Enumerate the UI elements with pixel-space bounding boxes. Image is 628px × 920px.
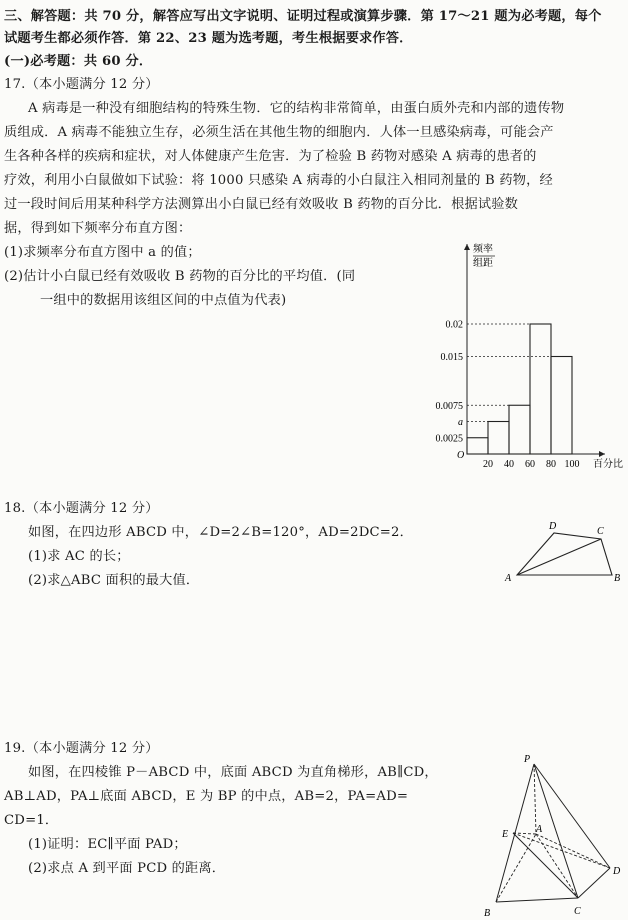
q19-title: 19.（本小题满分 12 分）: [4, 741, 159, 756]
label-d: D: [549, 521, 557, 532]
edge-ab: [496, 834, 536, 902]
label-d: D: [613, 866, 621, 877]
quadrilateral-figure: [500, 518, 625, 588]
q19-line1: 如图，在四棱锥 P－ABCD 中，底面 ABCD 为直角梯形，AB∥CD，: [28, 765, 438, 780]
label-b: B: [484, 908, 491, 919]
q18-title: 18.（本小题满分 12 分）: [4, 501, 159, 516]
histogram-bar-2: [488, 422, 509, 455]
q17-line5: 过一段时间后用某种科学方法测算出小白鼠已经有效吸收 B 药物的百分比．根据试验数: [4, 197, 519, 212]
origin-label: O: [457, 450, 465, 461]
x-tick-label-2: 40: [504, 459, 514, 470]
q18-line1: 如图，在四边形 ABCD 中，∠D=2∠B=120°，AD=2DC=2．: [28, 525, 414, 540]
histogram-bar-3: [509, 405, 530, 454]
section-heading-line2: 试题考生都必须作答．第 22、23 题为选考题，考生根据要求作答．: [4, 31, 413, 46]
x-tick-label-1: 20: [483, 459, 493, 470]
label-c: C: [574, 906, 581, 917]
edge-bc: [496, 898, 578, 902]
q17-line6: 据，得到如下频率分布直方图：: [4, 221, 192, 236]
histogram-bar-1: [467, 438, 488, 454]
frequency-histogram: [425, 238, 625, 470]
histogram-bar-5: [551, 357, 572, 455]
q17-line1: A 病毒是一种没有细胞结构的特殊生物．它的结构非常简单，由蛋白质外壳和内部的遗传物: [28, 101, 565, 116]
y-tick-label-2: a: [458, 417, 463, 428]
q19-part2: (2)求点 A 到平面 PCD 的距离．: [28, 861, 226, 876]
q17-line4: 疗效，利用小白鼠做如下试验：将 1000 只感染 A 病毒的小白鼠注入相同剂量的 B 药物，经: [4, 173, 553, 188]
label-b: B: [614, 573, 621, 584]
q19-part1: (1)证明：EC∥平面 PAD；: [28, 837, 187, 852]
y-tick-label-5: 0.02: [445, 319, 463, 331]
edge-pd: [534, 764, 610, 868]
y-tick-label-3: 0.0075: [435, 400, 463, 412]
q17-part2-line1: (2)估计小白鼠已经有效吸收 B 药物的百分比的平均值．(同: [4, 269, 356, 284]
label-c: C: [597, 526, 604, 537]
label-a: A: [536, 824, 543, 835]
segment-ea: [513, 833, 536, 834]
segment-ec: [513, 833, 578, 898]
histogram-bar-4: [530, 324, 551, 454]
y-tick-label-4: 0.015: [440, 352, 463, 363]
x-axis-label: 百分比: [593, 459, 623, 470]
label-e: E: [502, 829, 509, 840]
q17-title: 17.（本小题满分 12 分）: [4, 77, 159, 92]
pyramid-figure: [478, 752, 628, 920]
y-axis-label-bottom: 组距: [473, 258, 493, 269]
q17-part2-line2: 一组中的数据用该组区间的中点值为代表): [40, 293, 287, 308]
label-p: P: [524, 754, 531, 765]
x-tick-label-4: 80: [546, 459, 556, 470]
q17-line3: 生各种各样的疾病和症状，对人体健康产生危害．为了检验 B 药物对感染 A 病毒的患者的: [4, 149, 537, 164]
q17-part1: (1)求频率分布直方图中 a 的值；: [4, 245, 201, 260]
section-heading-line1: 三、解答题：共 70 分，解答应写出文字说明、证明过程或演算步骤．第 17～21 题为必考题，每个: [4, 9, 602, 24]
edge-cd: [578, 868, 610, 898]
q18-part2: (2)求△ABC 面积的最大值．: [28, 573, 200, 588]
x-tick-label-3: 60: [525, 459, 535, 470]
section-part: (一)必考题：共 60 分．: [4, 54, 153, 69]
q17-line2: 质组成．A 病毒不能独立生存，必须生活在其他生物的细胞内．人体一旦感染病毒，可能会产: [4, 125, 554, 140]
label-a: A: [505, 573, 512, 584]
q18-part1: (1)求 AC 的长；: [28, 549, 130, 564]
q19-line3: CD=1．: [4, 813, 59, 828]
diagonal-ac: [517, 539, 601, 575]
x-tick-label-5: 100: [564, 459, 580, 470]
q19-line2: AB⊥AD，PA⊥底面 ABCD，E 为 BP 的中点，AB=2，PA=AD=: [4, 789, 409, 804]
y-axis-label-top: 频率: [473, 244, 493, 255]
y-tick-label-1: 0.0025: [435, 433, 463, 445]
segment-ed: [513, 833, 610, 868]
